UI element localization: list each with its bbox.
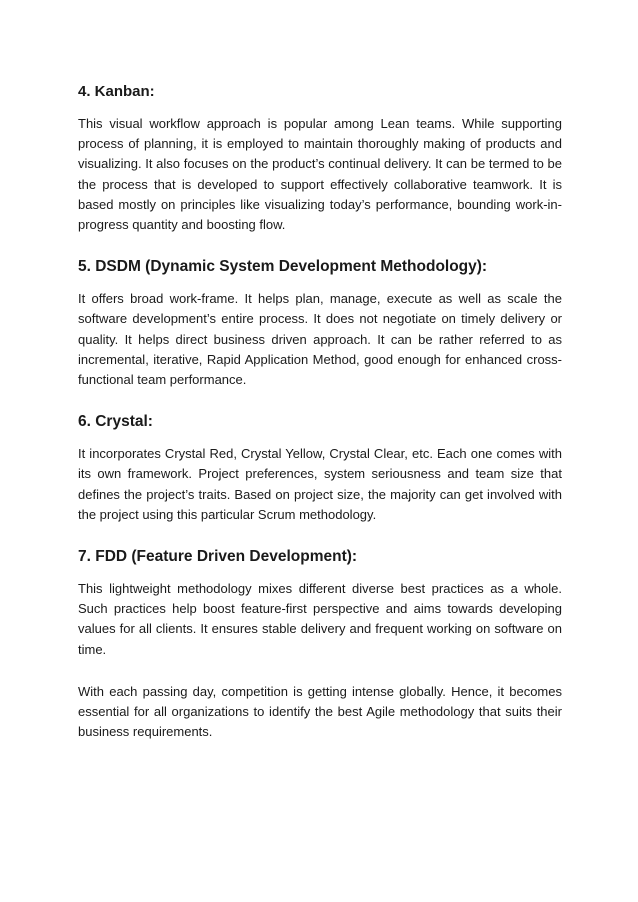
conclusion-paragraph: With each passing day, competition is getting intense globally. Hence, it becomes essential for all organizations to identify the best Agile methodology that suits their business requirements. [78, 683, 562, 740]
section-kanban [78, 82, 562, 235]
section-heading: 5. DSDM (Dynamic System Development Methodology): [78, 258, 488, 276]
section-crystal [78, 412, 562, 525]
section-heading: 7. FDD (Feature Driven Development): [78, 548, 358, 566]
section-fdd [78, 547, 562, 660]
section-heading: 4. Kanban: [78, 83, 155, 100]
section-dsdm [78, 257, 562, 390]
section-body: This visual workflow approach is popular among Lean teams. While supporting process of planning, it is employed to maintain thoroughly making of products and visualizing. It also focuses on the product’s continual delivery. It can be termed to be the process that is developed to support effectively collaborative teamwork. It is based mostly on principles like visualizing today’s performance, bounding work-in-progress quantity and boosting flow. [78, 116, 562, 233]
section-body: This lightweight methodology mixes different diverse best practices as a whole. Such practices help boost feature-first perspective and aims towards developing values for all clients. It ensures stable delivery and frequent working on software on time. [78, 581, 562, 657]
document-page [78, 82, 562, 742]
section-body: It incorporates Crystal Red, Crystal Yellow, Crystal Clear, etc. Each one comes with its own framework. Project preferences, system seriousness and team size that defines the project’s traits. Based on project size, the majority can get involved with the project using this particular Scrum methodology. [78, 446, 562, 522]
section-body: It offers broad work-frame. It helps plan, manage, execute as well as scale the software development’s entire process. It does not negotiate on timely delivery or quality. It helps direct business driven approach. It can be rather referred to as incremental, iterative, Rapid Application Method, good enough for enhanced cross-functional team performance. [78, 291, 562, 388]
section-heading: 6. Crystal: [78, 413, 153, 431]
